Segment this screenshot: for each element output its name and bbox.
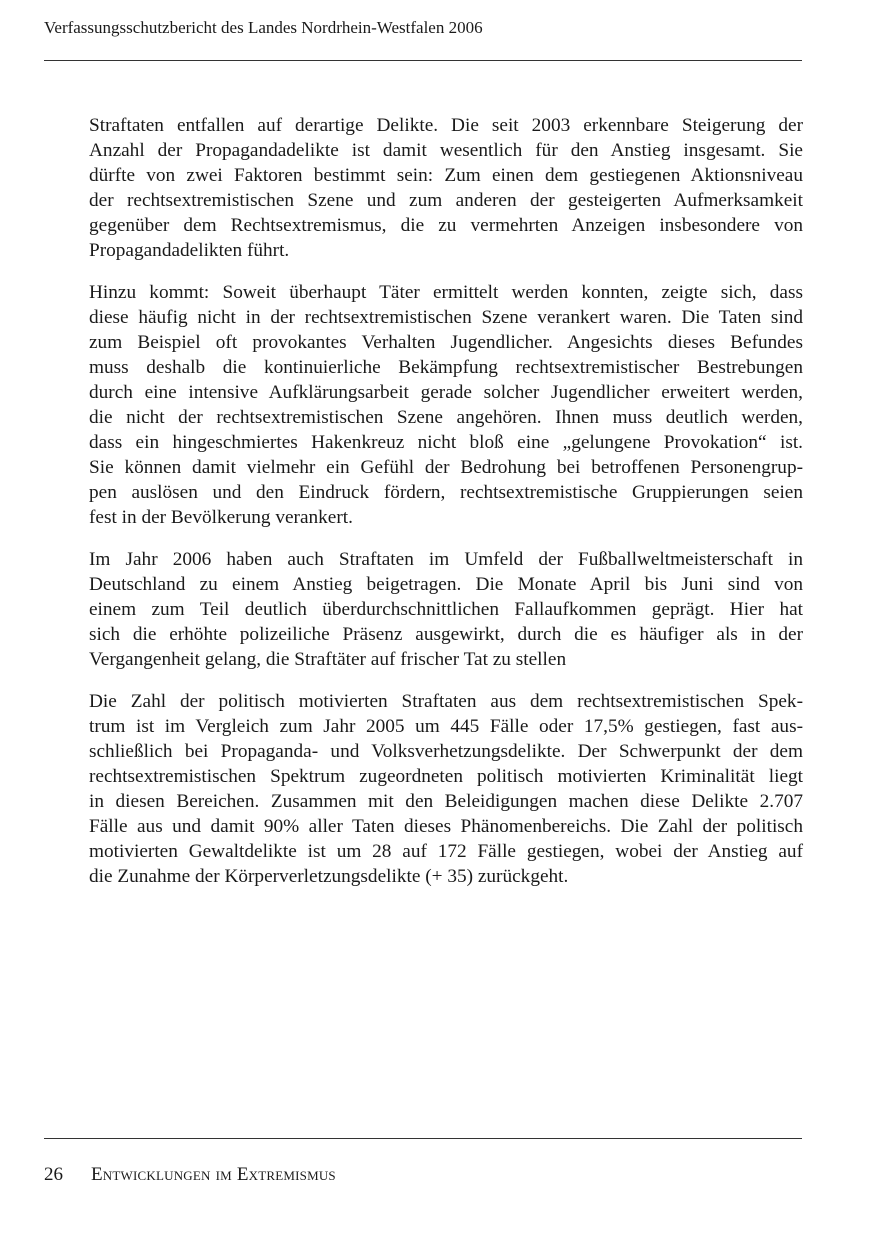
body-text [89,113,803,906]
paragraph [89,689,803,889]
text-line: Propagandadelikten führt. [89,240,290,261]
text-line: dürfte von zwei Faktoren bestimmt sein: Zum einen dem gestiegenen Aktionsniveau [89,165,803,186]
text-line: trum ist im Vergleich zum Jahr 2005 um 445 Fälle oder 17,5% gestiegen, fast aus- [89,716,803,737]
text-line: dass ein hingeschmiertes Hakenkreuz nicht bloß eine „gelungene Provokation“ ist. [89,432,803,453]
text-line: diese häufig nicht in der rechtsextremistischen Szene verankert waren. Die Taten sind [89,307,803,328]
text-line: Vergangenheit gelang, die Straftäter auf frischer Tat zu stellen [89,649,567,670]
text-line: der rechtsextremistischen Szene und zum anderen der gesteigerten Aufmerksamkeit [89,190,803,211]
text-line: Straftaten entfallen auf derartige Delikte. Die seit 2003 erkennbare Steigerung der [89,115,803,136]
text-line: motivierten Gewaltdelikte ist um 28 auf 172 Fälle gestiegen, wobei der Anstieg auf [89,841,803,862]
paragraph [89,547,803,672]
text-line: Deutschland zu einem Anstieg beigetragen. Die Monate April bis Juni sind von [89,574,803,595]
paragraph [89,280,803,530]
text-line: Sie können damit vielmehr ein Gefühl der Bedrohung bei betroffenen Personengrup- [89,457,803,478]
text-line: Fälle aus und damit 90% aller Taten dieses Phänomenbereichs. Die Zahl der politisch [89,816,803,837]
text-line: muss deshalb die kontinuierliche Bekämpfung rechtsextremistischer Bestrebungen [89,357,803,378]
text-line: die Zunahme der Körperverletzungsdelikte (+ 35) zurückgeht. [89,866,569,887]
header-divider [44,60,802,61]
page-footer [44,1163,336,1187]
text-line: Hinzu kommt: Soweit überhaupt Täter ermittelt werden konnten, zeigte sich, dass [89,282,803,303]
text-line: gegenüber dem Rechtsextremismus, die zu vermehrten Anzeigen insbesondere von [89,215,803,236]
text-line: sich die erhöhte polizeiliche Präsenz ausgewirkt, durch die es häufiger als in der [89,624,803,645]
text-line: Die Zahl der politisch motivierten Straftaten aus dem rechtsextremistischen Spek- [89,691,803,712]
text-line: zum Beispiel oft provokantes Verhalten Jugendlicher. Angesichts dieses Befundes [89,332,803,353]
text-line: in diesen Bereichen. Zusammen mit den Beleidigungen machen diese Delikte 2.707 [89,791,803,812]
text-line: rechtsextremistischen Spektrum zugeordneten politisch motivierten Kriminalität liegt [89,766,803,787]
page-number: 26 [44,1164,63,1185]
footer-divider [44,1138,802,1139]
text-line: Anzahl der Propagandadelikte ist damit wesentlich für den Anstieg insgesamt. Sie [89,140,803,161]
text-line: durch eine intensive Aufklärungsarbeit gerade solcher Jugendlicher erweitert werden, [89,382,803,403]
text-line: einem zum Teil deutlich überdurchschnittlichen Fallaufkommen geprägt. Hier hat [89,599,803,620]
text-line: fest in der Bevölkerung verankert. [89,507,353,528]
paragraph [89,113,803,263]
text-line: pen auslösen und den Eindruck fördern, rechtsextremistische Gruppierungen seien [89,482,803,503]
running-header-title: Verfassungsschutzbericht des Landes Nordrhein-Westfalen 2006 [44,18,483,37]
section-title: Entwicklungen im Extremismus [91,1164,336,1185]
text-line: schließlich bei Propaganda- und Volksverhetzungsdelikte. Der Schwerpunkt der dem [89,741,803,762]
text-line: die nicht der rechtsextremistischen Szene angehören. Ihnen muss deutlich werden, [89,407,803,428]
text-line: Im Jahr 2006 haben auch Straftaten im Umfeld der Fußballweltmeisterschaft in [89,549,803,570]
